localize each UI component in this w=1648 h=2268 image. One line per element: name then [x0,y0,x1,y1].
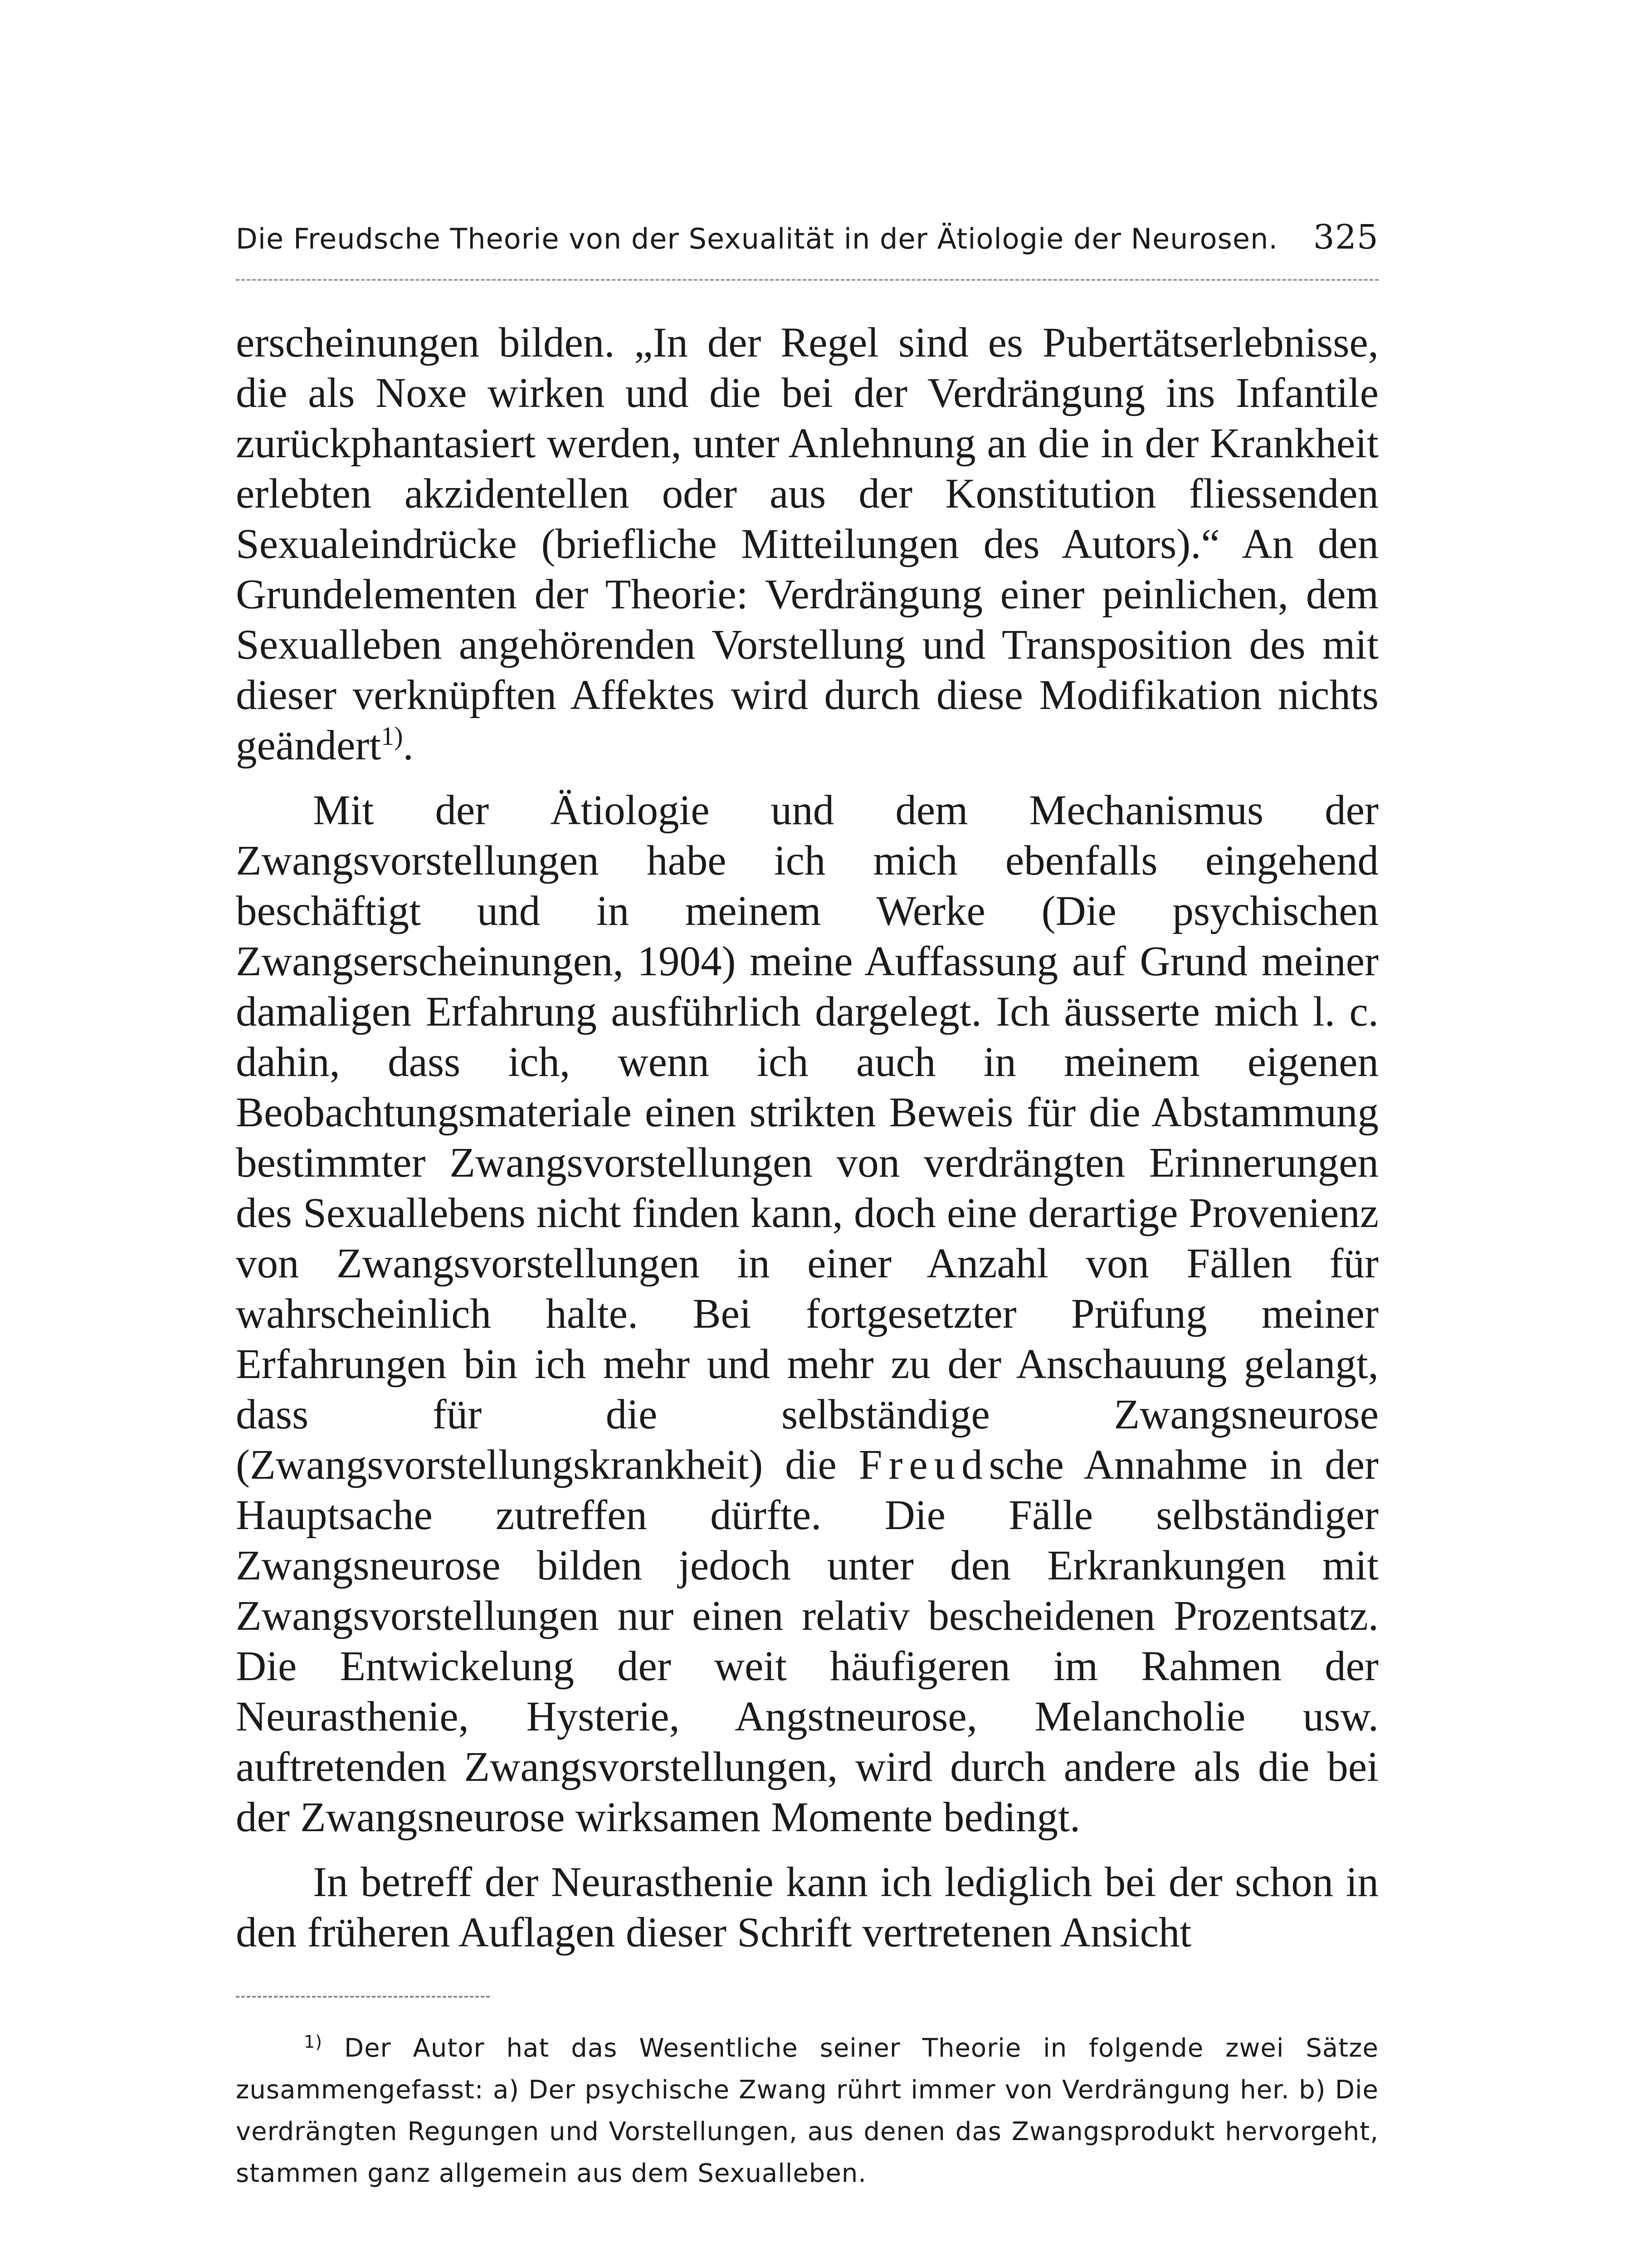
footnote-reference[interactable]: 1) [381,721,403,751]
paragraph-1 [236,318,1379,771]
footnote-rule [236,1996,490,1998]
paragraph-3 [236,1857,1379,1958]
paragraph-3-text: In betreff der Neurasthenie kann ich lediglich bei der schon in den früheren Auflagen dieser Schrift vertretenen Ansicht [236,1859,1379,1956]
footnote [236,2028,1379,2195]
running-title: Die Freudsche Theorie von der Sexualität in der Ätiologie der Neurosen. [236,222,1278,255]
paragraph-2-text-a: Mit der Ätiologie und dem Mechanismus der Zwangsvorstellungen habe ich mich ebenfalls eingehend beschäftigt und in meinem Werke (Die psychischen Zwangserscheinungen, 1904) meine Auffassung auf Grund meiner damaligen Erfahrung ausführlich dargelegt. Ich äusserte mich l. c. dahin, dass ich, wenn ich auch in meinem eigenen Beobachtungsmateriale einen strikten Beweis für die Abstammung bestimmter Zwangsvorstellungen von verdrängten Erinnerungen des Sexuallebens nicht finden kann, doch eine derartige Provenienz von Zwangsvorstellungen in einer Anzahl von Fällen für wahrscheinlich halte. Bei fortgesetzter Prüfung meiner Erfahrungen bin ich mehr und mehr zu der Anschauung gelangt, dass für die selbständige Zwangsneurose (Zwangsvorstellungskrankheit) die [236,787,1379,1488]
paragraph-1-end: . [403,722,414,769]
author-name-spaced: Freud [858,1442,989,1488]
paragraph-2 [236,785,1379,1843]
body-text [236,318,1379,1958]
paragraph-2-text-b: sche Annahme in der Hauptsache zutreffen dürfte. Die Fälle selbständiger Zwangsneurose bilden jedoch unter den Erkrankungen mit Zwangsvorstellungen nur einen relativ bescheidenen Prozentsatz. Die Entwickelung der weit häufigeren im Rahmen der Neurasthenie, Hysterie, Angstneurose, Melancholie usw. auftretenden Zwangsvorstellungen, wird durch andere als die bei der Zwangsneurose wirksamen Momente bedingt. [236,1442,1379,1841]
footnote-text: Der Autor hat das Wesentliche seiner Theorie in folgende zwei Sätze zusammengefasst: a) Der psychische Zwang rührt immer von Verdrängung her. b) Die verdrängten Regungen und Vorstellungen, aus denen das Zwangsprodukt hervorgeht, stammen ganz allgemein aus dem Sexualleben. [236,2033,1379,2188]
footnote-marker: 1) [304,2032,323,2052]
header-rule [236,279,1379,281]
page-number: 325 [1313,218,1379,257]
paragraph-1-text: erscheinungen bilden. „In der Regel sind es Pubertätserlebnisse, die als Noxe wirken und die bei der Verdrängung ins Infantile zurückphantasiert werden, unter Anlehnung an die in der Krankheit erlebten akzidentellen oder aus der Konstitution fliessenden Sexualeindrücke (briefliche Mitteilungen des Autors).“ An den Grundelementen der Theorie: Verdrängung einer peinlichen, dem Sexualleben angehörenden Vorstellung und Transposition des mit dieser verknüpften Affektes wird durch diese Modifikation nichts geändert [236,319,1379,769]
running-header [236,218,1379,281]
